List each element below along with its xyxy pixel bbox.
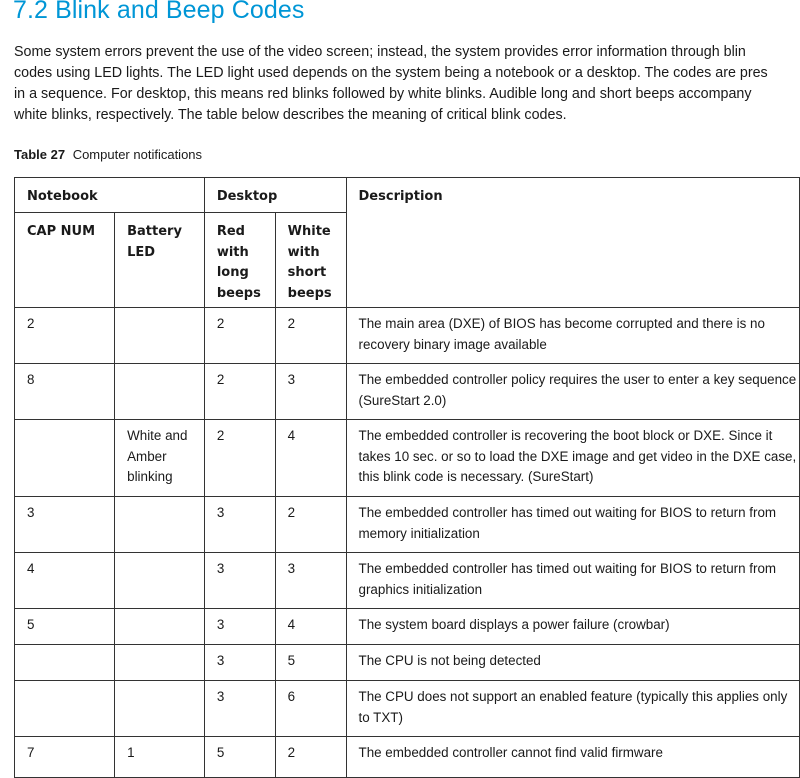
cell-description: The embedded controller policy requires the user to enter a key sequence (SureStart 2.0)	[346, 364, 799, 420]
cell-red: 2	[204, 364, 275, 420]
cell-battery-led	[115, 497, 205, 553]
cell-white: 2	[275, 308, 346, 364]
header-red-long-beeps: Red with long beeps	[204, 213, 275, 308]
cell-white: 2	[275, 737, 346, 778]
header-description: Description	[346, 178, 799, 308]
cell-battery-led	[115, 609, 205, 645]
cell-white: 4	[275, 420, 346, 497]
cell-cap-num: 4	[15, 553, 115, 609]
table-row	[15, 681, 800, 737]
cell-cap-num	[15, 645, 115, 681]
cell-battery-led	[115, 364, 205, 420]
section-title: 7.2 Blink and Beep Codes	[13, 0, 305, 24]
cell-red: 3	[204, 553, 275, 609]
cell-cap-num	[15, 681, 115, 737]
cell-description: The system board displays a power failure (crowbar)	[346, 609, 799, 645]
cell-description: The embedded controller has timed out waiting for BIOS to return from graphics initialization	[346, 553, 799, 609]
table-row	[15, 308, 800, 364]
cell-description: The main area (DXE) of BIOS has become corrupted and there is no recovery binary image available	[346, 308, 799, 364]
cell-description: The CPU does not support an enabled feature (typically this applies only to TXT)	[346, 681, 799, 737]
header-white-short-beeps: White with short beeps	[275, 213, 346, 308]
cell-cap-num	[15, 420, 115, 497]
cell-white: 3	[275, 364, 346, 420]
intro-paragraph	[14, 42, 800, 126]
cell-white: 6	[275, 681, 346, 737]
header-battery-led: Battery LED	[115, 213, 205, 308]
cell-white: 4	[275, 609, 346, 645]
cell-battery-led	[115, 681, 205, 737]
cell-red: 3	[204, 497, 275, 553]
cell-red: 2	[204, 420, 275, 497]
cell-red: 3	[204, 609, 275, 645]
table-row	[15, 364, 800, 420]
table-caption	[14, 147, 202, 162]
cell-cap-num: 2	[15, 308, 115, 364]
header-desktop: Desktop	[204, 178, 346, 213]
cell-description: The embedded controller cannot find valid firmware	[346, 737, 799, 778]
cell-cap-num: 8	[15, 364, 115, 420]
table-row	[15, 553, 800, 609]
cell-battery-led	[115, 645, 205, 681]
table-header-row	[15, 178, 800, 213]
table-caption-label: Table 27	[14, 147, 66, 162]
cell-battery-led: White and Amber blinking	[115, 420, 205, 497]
intro-line: white blinks, respectively. The table below describes the meaning of critical blink codes.	[14, 107, 567, 123]
cell-description: The embedded controller has timed out waiting for BIOS to return from memory initialization	[346, 497, 799, 553]
cell-cap-num: 7	[15, 737, 115, 778]
cell-cap-num: 3	[15, 497, 115, 553]
intro-line: Some system errors prevent the use of the video screen; instead, the system provides error information through blin	[14, 44, 746, 60]
cell-white: 2	[275, 497, 346, 553]
cell-red: 3	[204, 645, 275, 681]
cell-red: 2	[204, 308, 275, 364]
cell-description: The CPU is not being detected	[346, 645, 799, 681]
cell-red: 5	[204, 737, 275, 778]
table-row	[15, 645, 800, 681]
cell-white: 5	[275, 645, 346, 681]
cell-battery-led	[115, 553, 205, 609]
cell-battery-led: 1	[115, 737, 205, 778]
table-row	[15, 420, 800, 497]
table-row	[15, 609, 800, 645]
notifications-table	[14, 177, 800, 778]
cell-white: 3	[275, 553, 346, 609]
table-row	[15, 737, 800, 778]
table-row	[15, 497, 800, 553]
intro-line: in a sequence. For desktop, this means red blinks followed by white blinks. Audible long and short beeps accompany	[14, 86, 752, 102]
intro-line: codes using LED lights. The LED light used depends on the system being a notebook or a desktop. The codes are pres	[14, 65, 768, 81]
header-cap-num: CAP NUM	[15, 213, 115, 308]
table-caption-text: Computer notifications	[72, 147, 203, 162]
cell-cap-num: 5	[15, 609, 115, 645]
cell-description: The embedded controller is recovering the boot block or DXE. Since it takes 10 sec. or so to load the DXE image and get video in the DXE case, this blink code is necessary. (SureStart)	[346, 420, 799, 497]
header-notebook: Notebook	[15, 178, 205, 213]
cell-red: 3	[204, 681, 275, 737]
cell-battery-led	[115, 308, 205, 364]
